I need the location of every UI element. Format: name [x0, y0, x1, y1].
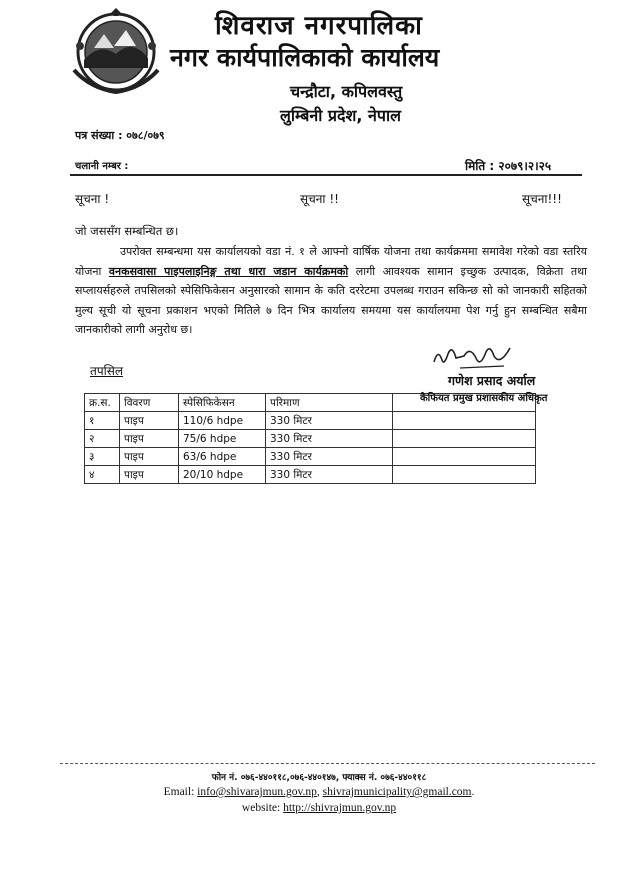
cell-sn: ४ [85, 466, 120, 484]
body-text-part1: उपरोक्त सम्बन्धमा यस कार्यालयको वडा नं. १ ले आफ्नो वार्षिक योजना तथा कार्यक्रममा समावेश गरेको वडा स्तरिय योजना [75, 245, 587, 278]
col-header-quantity: परिमाण [266, 394, 393, 412]
cell-description: पाइप [120, 412, 179, 430]
specification-table [84, 393, 536, 484]
footer-email-line [0, 786, 638, 798]
body-text-part2: लागी आवश्यक सामान इच्छुक उत्पादक, विक्रेता तथा सप्लायर्सहरुले तपसिलको स्पेसिफिकेसन अनुसारको सामान के कति दररेटमा उपलब्ध गराउन सकिन्छ सो को जानकारी सहितको मुल्य सूची यो सूचना प्रकाशन भएको मितिले ७ दिन भित्र कार्यालय समयमा यस कार्यालयमा पेश गर्नु हुन सम्बन्धित सबैमा जानकारीको लागी अनुरोध छ। [75, 264, 588, 336]
notice-body [75, 242, 587, 340]
nepal-emblem-icon [70, 8, 162, 94]
cell-specification: 63/6 hdpe [179, 448, 266, 466]
letter-date: मिति : २०७९।२।२५ [465, 159, 552, 173]
cell-specification: 110/6 hdpe [179, 412, 266, 430]
cell-description: पाइप [120, 466, 179, 484]
footer-divider [60, 763, 595, 764]
email-link-1[interactable]: info@shivarajmun.gov.np [197, 786, 317, 798]
office-title-line2: नगर कार्यपालिकाको कार्यालय [170, 43, 440, 72]
reference-number: पत्र संख्या : ०७८/०७९ [75, 129, 165, 142]
email-end: . [471, 786, 475, 798]
cell-quantity: 330 मिटर [266, 448, 393, 466]
cell-remarks [393, 430, 536, 448]
table-row [85, 412, 536, 430]
website-label: website: [241, 802, 281, 814]
dispatch-number: चलानी नम्बर : [75, 161, 129, 172]
cell-remarks [393, 466, 536, 484]
notice-label-3: सूचना!!! [522, 192, 562, 206]
header-divider [70, 174, 582, 176]
email-label: Email: [163, 786, 195, 798]
cell-specification: 20/10 hdpe [179, 466, 266, 484]
schedule-heading: तपसिल [90, 364, 124, 378]
signature-scribble [430, 340, 516, 374]
signatory-title: कैफियत प्रमुख प्रशासकीय अधिकृत [420, 393, 548, 404]
email-link-2[interactable]: shivrajmunicipality@gmail.com [322, 786, 472, 798]
notice-label-1: सूचना ! [75, 192, 110, 206]
col-header-specification: स्पेसिफिकेसन [179, 394, 266, 412]
col-header-sn: क्र.स. [85, 394, 120, 412]
office-title-line1: शिवराज नगरपालिका [215, 11, 423, 41]
cell-quantity: 330 मिटर [266, 466, 393, 484]
cell-description: पाइप [120, 448, 179, 466]
cell-description: पाइप [120, 430, 179, 448]
cell-specification: 75/6 hdpe [179, 430, 266, 448]
cell-sn: १ [85, 412, 120, 430]
cell-sn: २ [85, 430, 120, 448]
footer-phone: फोन नं. ०७६-४४०११८,०७६-४४०१४७, फ्याक्स नं. ०७६-४४०११८ [211, 773, 427, 783]
website-link[interactable]: http://shivrajmun.gov.np [283, 802, 397, 814]
cell-quantity: 330 मिटर [266, 430, 393, 448]
cell-remarks [393, 412, 536, 430]
table-row [85, 466, 536, 484]
cell-remarks [393, 448, 536, 466]
address-line2: लुम्बिनी प्रदेश, नेपाल [280, 106, 402, 125]
address-line1: चन्द्रौटा, कपिलवस्तु [290, 82, 403, 101]
footer-website-line [0, 802, 638, 814]
signatory-name: गणेश प्रसाद अर्याल [448, 373, 536, 388]
cell-quantity: 330 मिटर [266, 412, 393, 430]
salutation: जो जससँग सम्बन्धित छ। [75, 224, 179, 238]
notice-label-2: सूचना !! [300, 192, 339, 206]
table-row [85, 430, 536, 448]
email-separator: , [316, 786, 323, 798]
cell-sn: ३ [85, 448, 120, 466]
table-row [85, 448, 536, 466]
col-header-description: विवरण [120, 394, 179, 412]
project-name: वनकसवासा पाइपलाइनिङ्ग तथा धारा जडान कार्यक्रमको [108, 264, 349, 278]
